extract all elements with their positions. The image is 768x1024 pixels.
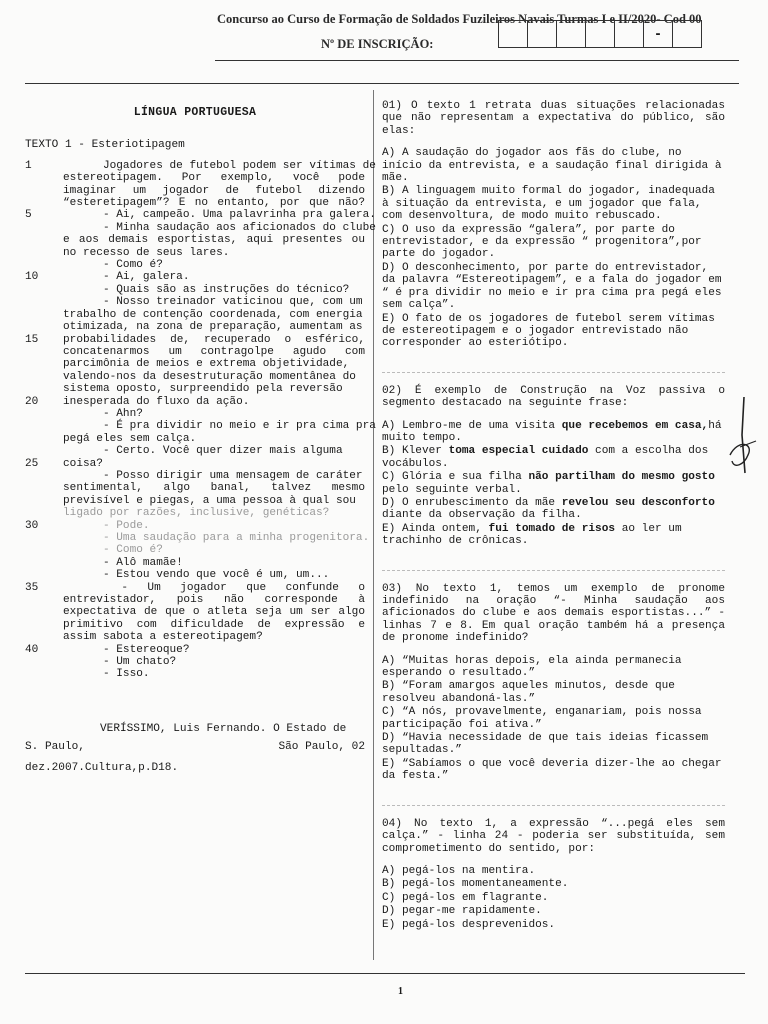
line-number (25, 284, 63, 296)
page-number: 1 (398, 986, 403, 997)
line-number (25, 321, 63, 333)
option-text: E) Ainda ontem, (382, 522, 489, 535)
citation-line: dez.2007.Cultura,p.D18. (25, 761, 179, 774)
answer-option: A) A saudação do jogador aos fãs do clube, no início da entrevista, e a saudação final dirigida à mãe. (382, 147, 722, 185)
question-separator (382, 570, 725, 571)
line-number (25, 346, 63, 358)
citation-line: S. Paulo, (25, 741, 85, 754)
text-line (25, 408, 365, 420)
line-number (25, 408, 63, 420)
text-line (25, 185, 365, 197)
line-number (25, 470, 63, 482)
line-text: - Como é? (63, 544, 163, 557)
option-text: B) Klever (382, 445, 449, 458)
text-line (25, 296, 365, 308)
text-line (25, 247, 365, 259)
line-text: no recesso de seus lares. (63, 246, 230, 259)
line-number (25, 482, 63, 494)
answer-option: C) pegá-los em flagrante. (382, 891, 549, 904)
text-line (25, 445, 365, 457)
text-line (25, 383, 365, 395)
option-text: pelo seguinte verbal. (382, 483, 522, 496)
line-text: - Como é? (63, 259, 163, 272)
question-stem: 03) No texto 1, temos um exemplo de pronome indefinido na oração “- Minha saudação aos aficionados do clube e aos demais esportistas...” - linhas 7 e 8. Em qual oração também há a presença de pronome indefinido? (382, 582, 725, 645)
line-text: - Ai, galera. (63, 271, 190, 284)
text-line (25, 656, 365, 668)
text-line (25, 221, 376, 234)
line-text: - Certo. Você quer dizer mais alguma (63, 445, 343, 458)
line-text: probabilidades de, recuperado o esférico, (63, 333, 365, 346)
citation-line: VERÍSSIMO, Luis Fernando. O Estado de (100, 722, 347, 735)
text-line (25, 619, 365, 631)
line-text: - Posso dirigir uma mensagem de caráter (63, 469, 363, 482)
inscription-digit-box (528, 20, 557, 48)
answer-option: A) “Muitas horas depois, ela ainda permanecia esperando o resultado.” (382, 654, 682, 680)
text-line (25, 594, 365, 606)
line-text: imaginar um jogador de futebol dizendo (63, 184, 365, 197)
highlighted-segment: toma especial cuidado (448, 445, 589, 458)
line-text: - Alô mamãe! (63, 556, 183, 569)
text-line (25, 396, 365, 408)
option-text: com a escolha dos vocábulos. (382, 445, 709, 470)
inscription-digit-box (499, 20, 528, 48)
line-number (25, 358, 63, 370)
highlighted-segment: fui tomado de risos (488, 522, 616, 535)
answer-option (382, 523, 725, 548)
line-text: - Estou vendo que você é um, um... (63, 569, 330, 582)
text-line (25, 433, 365, 445)
text-line (25, 209, 376, 222)
line-text: estereotipagem. Por exemplo, você pode (63, 172, 365, 185)
line-text: - Pode. (63, 519, 150, 532)
line-number: 10 (25, 271, 39, 284)
text-line (25, 259, 365, 271)
line-text: pegá eles sem calça. (63, 432, 197, 445)
text-line (25, 284, 365, 296)
inscription-digit-box (557, 20, 586, 48)
text-line (25, 582, 365, 594)
line-text: - Estereoque? (63, 643, 190, 656)
answer-option (382, 445, 725, 470)
question (382, 385, 725, 548)
text-line (25, 334, 365, 346)
line-number (25, 532, 63, 544)
line-text: - Um jogador que confunde o (63, 581, 365, 594)
line-number (25, 197, 63, 209)
line-number (25, 420, 63, 432)
text-line (25, 606, 365, 618)
text-column (25, 106, 376, 774)
line-text: - Ahn? (63, 407, 143, 420)
line-number: 5 (25, 209, 32, 222)
text-line (25, 358, 365, 370)
option-text: há muito tempo. (382, 419, 722, 444)
text-line (25, 557, 365, 569)
answer-option: B) A linguagem muito formal do jogador, inadequada à situação da entrevista, e um jogador que fala, com desenvoltura, de modo muito rebuscado. (382, 185, 715, 223)
text-line (25, 569, 365, 581)
bottom-rule (25, 973, 745, 974)
line-text: coisa? (63, 457, 103, 470)
line-number (25, 185, 63, 197)
text-line (25, 458, 365, 470)
line-text: “esteretipagem”? E no entanto, por que não? (63, 197, 365, 210)
answer-option (382, 420, 725, 445)
text-line (25, 520, 365, 532)
text-line (25, 482, 365, 494)
line-text: Jogadores de futebol podem ser vítimas de (63, 159, 376, 172)
line-number (25, 495, 63, 507)
question (382, 818, 725, 931)
text-line (25, 321, 365, 333)
section-title: LÍNGUA PORTUGUESA (133, 106, 257, 119)
text-body (25, 159, 376, 681)
line-number (25, 569, 63, 581)
inscription-digit-box (615, 20, 644, 48)
text-line (25, 371, 365, 383)
option-text: C) Glória e sua filha (382, 471, 529, 484)
line-number (25, 259, 63, 271)
question-separator (382, 372, 725, 373)
line-number (25, 656, 63, 668)
line-number (25, 507, 63, 519)
question-separator (382, 805, 725, 806)
line-number (25, 433, 63, 445)
text-line (25, 309, 365, 321)
line-number (25, 234, 63, 246)
line-text: previsível e piegas, a uma pessoa à qual sou (63, 494, 356, 507)
line-text: - Isso. (63, 668, 150, 681)
header-rule (215, 60, 739, 61)
line-text: inesperada do fluxo da ação. (63, 395, 250, 408)
option-text: A) Lembro-me de uma visita (382, 419, 562, 432)
line-number: 15 (25, 333, 39, 346)
text-line (25, 197, 365, 209)
line-text: entrevistador, pois não corresponde à (63, 594, 365, 607)
line-text: trabalho de contenção coordenada, com energia (63, 308, 363, 321)
text-line (25, 172, 365, 184)
answer-option: C) O uso da expressão “galera”, por parte do entrevistador, e da expressão “ progenitora”,por parte do jogador. (382, 223, 702, 261)
line-text: - É pra dividir no meio e ir pra cima pra (63, 420, 376, 433)
line-text: sentimental, algo banal, talvez mesmo (63, 482, 365, 495)
line-number: 25 (25, 457, 39, 470)
line-number (25, 222, 63, 234)
line-text: - Ai, campeão. Uma palavrinha pra galera. (63, 209, 376, 222)
option-text: diante da observação da filha. (382, 509, 582, 522)
answer-option (382, 471, 725, 496)
answer-option: B) pegá-los momentaneamente. (382, 878, 569, 891)
line-number: 1 (25, 159, 32, 172)
citation (25, 723, 365, 774)
line-number (25, 668, 63, 680)
answer-option: B) “Foram amargos aqueles minutos, desde que resolveu abandoná-las.” (382, 680, 675, 705)
inscription-label: Nº DE INSCRIÇÃO: (321, 37, 434, 51)
highlighted-segment: que recebemos em casa, (561, 419, 709, 432)
question-stem: 02) É exemplo de Construção na Voz passiva o segmento destacado na seguinte frase: (382, 384, 725, 410)
text-line (25, 271, 365, 283)
inscription-digit-box (673, 20, 702, 48)
line-number (25, 594, 63, 606)
questions-column (382, 100, 725, 953)
text-line (25, 495, 365, 507)
line-text: assim sabota a estereotipagem? (63, 631, 263, 644)
line-number (25, 445, 63, 457)
line-text: - Uma saudação para a minha progenitora. (63, 532, 370, 544)
line-number (25, 172, 63, 184)
line-number (25, 606, 63, 618)
line-number: 35 (25, 581, 39, 594)
text-line (25, 644, 365, 656)
answer-option: E) pegá-los desprevenidos. (382, 918, 556, 931)
exam-header-title: Concurso ao Curso de Formação de Soldados Fuzileiros Navais Turmas I e II/2020- Cod 00 (217, 12, 702, 26)
question (382, 100, 725, 350)
highlighted-segment: revelou seu desconforto (561, 496, 715, 509)
line-number: 20 (25, 395, 39, 408)
option-text: D) O enrubescimento da mãe (382, 496, 562, 509)
answer-option: D) pegar-me rapidamente. (382, 905, 542, 918)
answer-option: E) “Sabíamos o que você deveria dizer-lhe ao chegar da festa.” (382, 757, 722, 783)
inscription-boxes (498, 20, 702, 48)
line-text: concatenarmos um contragolpe agudo com (63, 345, 365, 358)
question-stem: 01) O texto 1 retrata duas situações relacionadas que não representam a expectativa do público, são elas: (382, 100, 725, 137)
answer-option: A) pegá-los na mentira. (382, 864, 536, 877)
line-text: - Minha saudação aos aficionados do clube (63, 221, 376, 234)
option-text: ao ler um trachinho de crônicas. (382, 522, 682, 548)
line-number (25, 247, 63, 259)
text-line (25, 420, 376, 433)
line-text: - Nosso treinador vaticinou que, com um (63, 296, 363, 309)
top-rule (25, 83, 739, 84)
line-number (25, 383, 63, 395)
line-text: expectativa de que o atleta seja um ser algo (63, 606, 365, 619)
line-text: primitivo com dificuldade de expressão e (63, 618, 365, 631)
line-number (25, 557, 63, 569)
text-line (25, 544, 365, 556)
line-number (25, 309, 63, 321)
line-text: sistema oposto, surpreendido pela reversão (63, 383, 343, 396)
line-number: 30 (25, 519, 39, 532)
text-line (25, 631, 365, 643)
line-number: 40 (25, 643, 39, 656)
text-line (25, 159, 376, 172)
question-stem: 04) No texto 1, a expressão “...pegá eles sem calça.” - linha 24 - poderia ser substituída, sem comprometimento do sentido, por: (382, 817, 725, 855)
line-number (25, 371, 63, 383)
question (382, 583, 725, 783)
answer-option: E) O fato de os jogadores de futebol serem vítimas de estereotipagem e o jogador entrevistado não corresponder ao esteriótipo. (382, 312, 715, 350)
line-text: e aos demais esportistas, aqui presentes ou (63, 234, 365, 247)
answer-option: C) “A nós, provavelmente, enganariam, pois nossa participação foi ativa.” (382, 706, 702, 731)
text-line (25, 346, 365, 358)
answer-option: D) O desconhecimento, por parte do entrevistador, da palavra “Estereotipagem”, e a fala do jogador em “ é pra dividir no meio e ir pra cima pra pegá eles sem calça”. (382, 261, 722, 312)
inscription-digit-box: - (644, 20, 673, 48)
line-number (25, 619, 63, 631)
line-text: ligado por razões, inclusive, genéticas? (63, 507, 330, 520)
highlighted-segment: não partilham do mesmo gosto (528, 471, 715, 484)
line-text: - Um chato? (63, 656, 177, 669)
line-text: parcimônia de meios e extrema objetividade, (63, 358, 350, 371)
line-text: otimizada, na zona de preparação, aumentam as (63, 321, 363, 334)
line-number (25, 544, 63, 556)
answer-option: D) “Havia necessidade de que tais ideias ficassem sepultadas.” (382, 732, 709, 757)
text-line (25, 668, 365, 680)
line-number (25, 631, 63, 643)
citation-line: São Paulo, 02 (278, 741, 365, 754)
inscription-digit-box (586, 20, 615, 48)
text-line (25, 532, 370, 544)
answer-option (382, 497, 725, 522)
line-number (25, 296, 63, 308)
line-text: valendo-nos da desestruturação momentânea do (63, 370, 356, 383)
signature-mark (726, 395, 760, 485)
text-line (25, 507, 365, 519)
text-title: TEXTO 1 - Esteriotipagem (25, 139, 185, 152)
text-line (25, 470, 365, 482)
text-line (25, 234, 365, 246)
line-text: - Quais são as instruções do técnico? (63, 283, 350, 296)
